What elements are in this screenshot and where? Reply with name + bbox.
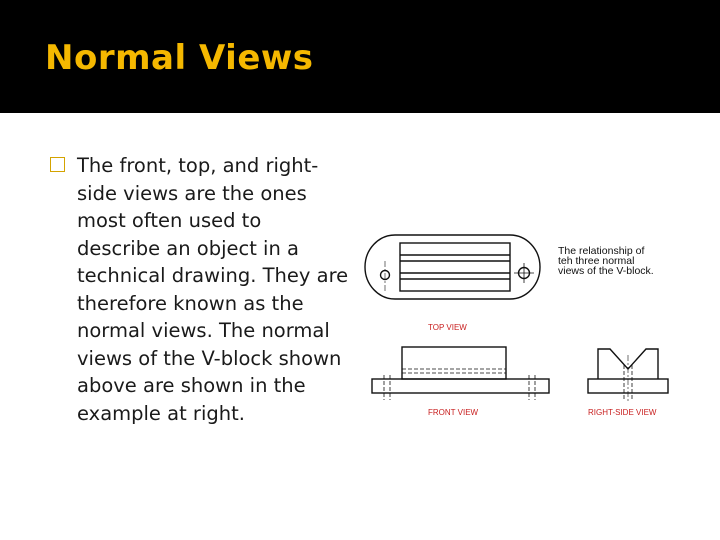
top-view-drawing xyxy=(365,235,540,299)
right-side-view-label: RIGHT-SIDE VIEW xyxy=(588,408,657,417)
figure-note-line-2: teh three normal xyxy=(558,255,635,267)
top-view-label: TOP VIEW xyxy=(428,323,467,332)
bullet-text: The front, top, and right-side views are the ones most often used to describe an object in a technical drawing. They are therefore known as the normal views. The normal views of the V-block shown above are shown in the example at right. xyxy=(77,154,349,425)
bullet-square-icon xyxy=(50,157,65,172)
v-block-orthographic-figure xyxy=(360,225,705,425)
slide-title: Normal Views xyxy=(45,38,314,78)
front-view-drawing xyxy=(372,347,549,400)
front-view-label: FRONT VIEW xyxy=(428,408,479,417)
figure-note-line-3: views of the V-block. xyxy=(558,265,654,277)
bullet-list xyxy=(50,152,350,427)
right-side-view-drawing xyxy=(588,349,668,403)
title-bar xyxy=(0,0,720,113)
figure-note-line-1: The relationship of xyxy=(558,245,645,257)
